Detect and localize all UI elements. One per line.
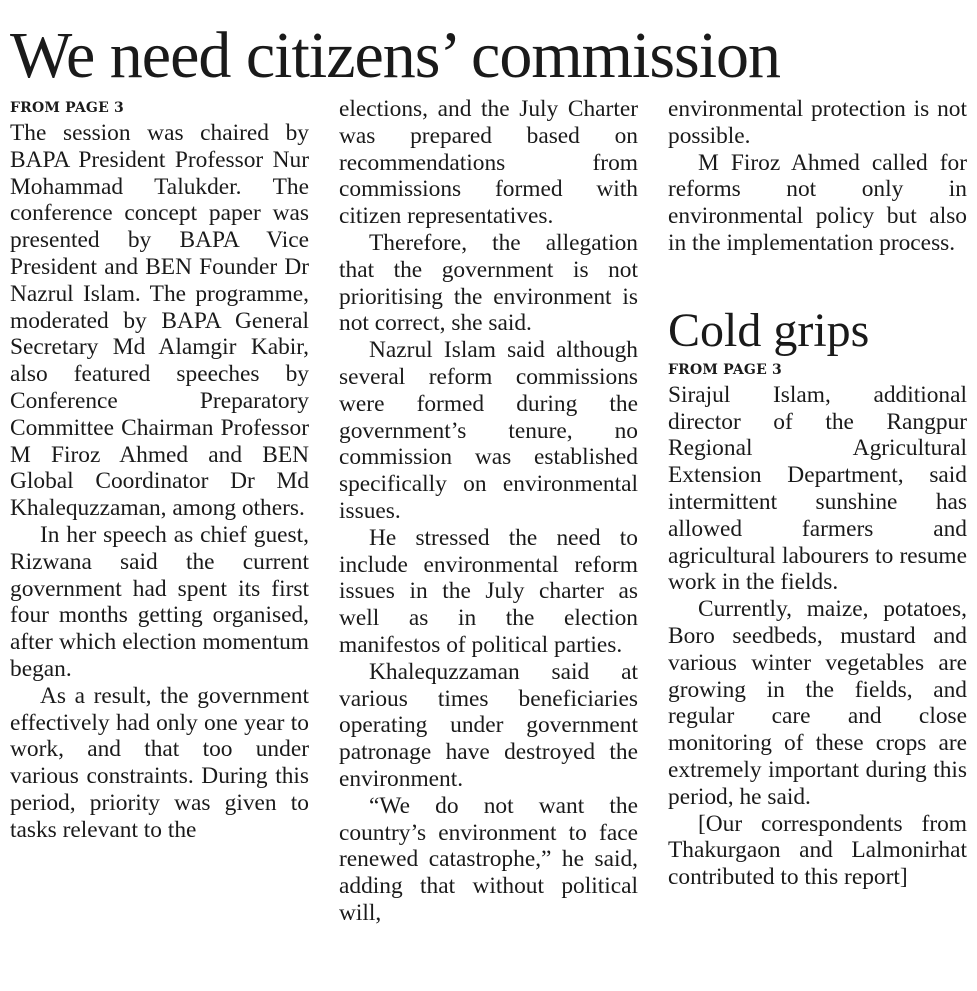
continuation-kicker: FROM PAGE 3 bbox=[10, 100, 124, 116]
article-column-3 bbox=[668, 96, 967, 891]
article-paragraph: M Firoz Ahmed called for reforms not only in environmental policy but also in the implementation process. bbox=[668, 149, 967, 256]
article-paragraph: Sirajul Islam, additional director of the Rangpur Regional Agricultural Extension Department, said intermittent sunshine has allowed farmers and agricultural labourers to resume work in the fields. bbox=[668, 381, 967, 596]
article-paragraph: environmental protection is not possible. bbox=[668, 96, 967, 149]
article-column-2 bbox=[339, 96, 638, 927]
article-paragraph: Currently, maize, potatoes, Boro seedbeds, mustard and various winter vegetables are growing in the fields, and regular care and close monitoring of these crops are extremely important during this period, he said. bbox=[668, 596, 967, 810]
second-article-headline: Cold grips bbox=[668, 303, 870, 357]
article-paragraph: The session was chaired by BAPA President Professor Nur Mohammad Talukder. The conference concept paper was presented by BAPA Vice President and BEN Founder Dr Nazrul Islam. The programme, moderated by BAPA General Secretary Md Alamgir Kabir, also featured speeches by Conference Preparatory Committee Chairman Professor M Firoz Ahmed and BEN Global Coordinator Dr Md Khalequzzaman, among others. bbox=[10, 120, 309, 522]
article-column-1 bbox=[10, 96, 309, 844]
article-paragraph: Khalequzzaman said at various times beneficiaries operating under government patronage have destroyed the environment. bbox=[339, 658, 638, 792]
article-paragraph: He stressed the need to include environmental reform issues in the July charter as well as in the election manifestos of political parties. bbox=[339, 524, 638, 658]
article-paragraph: Therefore, the allegation that the government is not prioritising the environment is not correct, she said. bbox=[339, 229, 638, 337]
continuation-kicker: FROM PAGE 3 bbox=[668, 361, 782, 378]
article-paragraph: In her speech as chief guest, Rizwana said the current government had spent its first four months getting organised, after which election momentum began. bbox=[10, 521, 309, 682]
article-paragraph: “We do not want the country’s environment to face renewed catastrophe,” he said, adding that without political will, bbox=[339, 792, 638, 926]
article-paragraph: As a result, the government effectively had only one year to work, and that too under various constraints. During this period, priority was given to tasks relevant to the bbox=[10, 682, 309, 843]
article-paragraph: Nazrul Islam said although several reform commissions were formed during the government’s tenure, no commission was established specifically on environmental issues. bbox=[339, 337, 638, 524]
article-headline: We need citizens’ commission bbox=[10, 19, 781, 92]
article-paragraph: [Our correspondents from Thakurgaon and Lalmonirhat contributed to this report] bbox=[668, 810, 967, 891]
article-paragraph: elections, and the July Charter was prepared based on recommendations from commissions formed with citizen representatives. bbox=[339, 96, 638, 230]
